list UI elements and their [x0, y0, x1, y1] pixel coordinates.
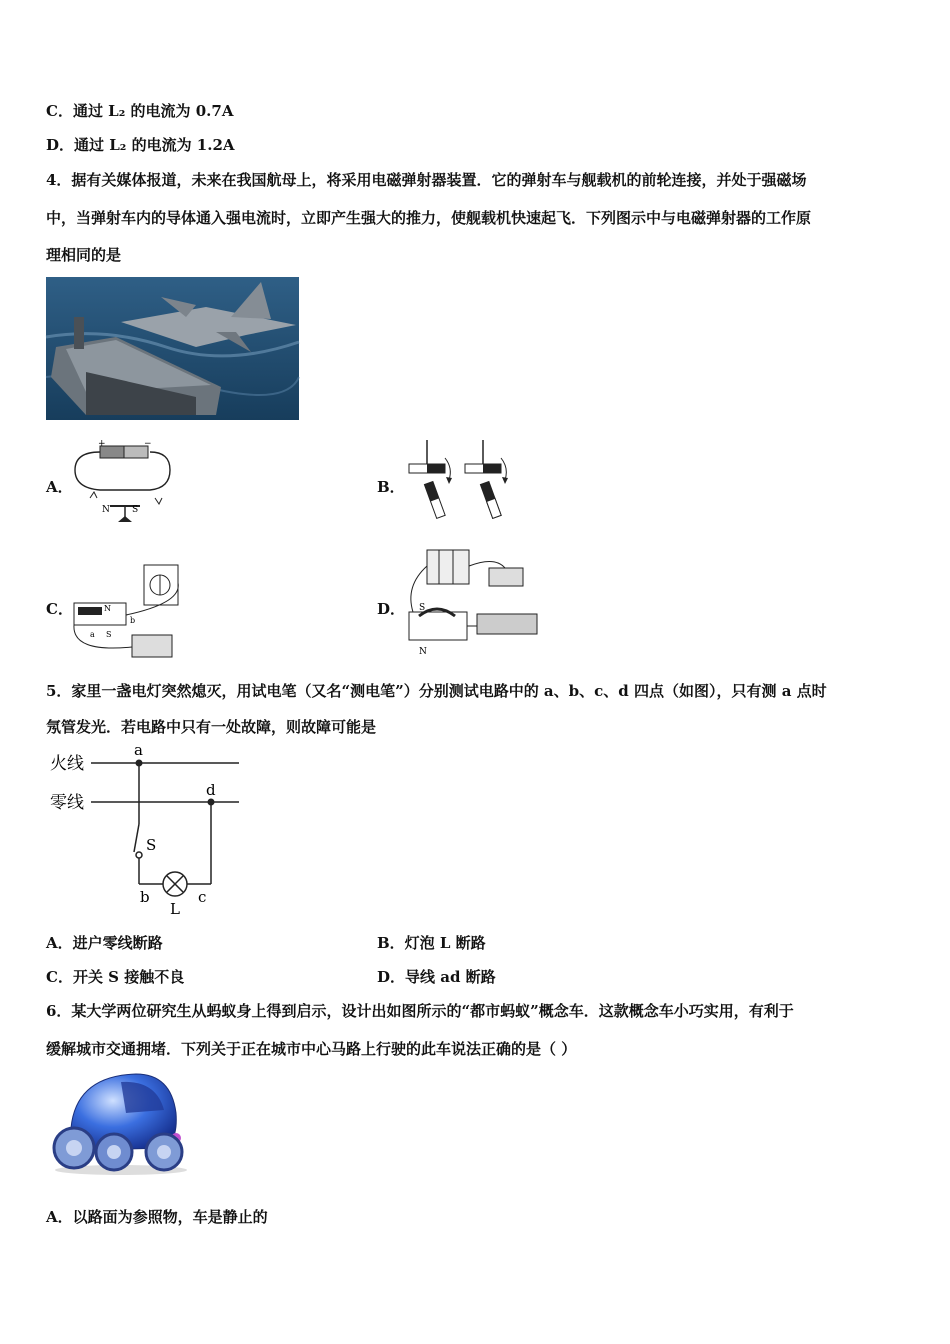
diagram-c-a: a — [90, 630, 95, 639]
q5-option-c: C．开关 S 接触不良 — [46, 968, 185, 986]
point-c: c — [198, 888, 207, 906]
diagram-a-minus: − — [144, 439, 152, 449]
diagram-d-n: N — [419, 647, 427, 657]
q5-option-a: A．进户零线断路 — [46, 934, 163, 952]
diagram-a-n: N — [102, 505, 110, 515]
q5-stem-line2: 氖管发光．若电路中只有一处故障，则故障可能是 — [46, 718, 377, 736]
concept-car-image — [46, 1068, 191, 1176]
q4-option-a-label: A． — [46, 478, 73, 496]
neutral-wire-label: 零线 — [50, 793, 84, 813]
point-b: b — [140, 888, 150, 906]
carrier-jet-photo — [46, 277, 299, 420]
switch-s: S — [146, 836, 157, 854]
point-a: a — [134, 741, 143, 759]
option-d-previous: D．通过 L₂ 的电流为 1.2A — [46, 136, 235, 154]
q4-option-b-label: B． — [377, 478, 405, 496]
diagram-c-s: S — [106, 630, 112, 639]
lamp-l: L — [170, 900, 180, 918]
diagram-c-n: N — [104, 604, 111, 613]
diagram-c-b: b — [130, 616, 136, 625]
q5-stem-line1: 5．家里一盏电灯突然熄灭，用试电笔（又名“测电笔”）分别测试电路中的 a、b、c、d 四点（如图），只有测 a 点时 — [46, 682, 827, 700]
diagram-b-magnets — [405, 440, 515, 522]
q5-option-d: D．导线 ad 断路 — [377, 968, 496, 986]
q4-option-c-label: C． — [46, 600, 73, 618]
q4-stem-line2: 中，当弹射车内的导体通入强电流时，立即产生强大的推力，使舰载机快速起飞．下列图示中与电磁弹射器的工作原 — [46, 209, 812, 227]
q4-option-d-label: D． — [377, 600, 406, 618]
point-d: d — [206, 781, 216, 799]
diagram-a-plus: + — [98, 439, 106, 449]
q6-stem-line1: 6．某大学两位研究生从蚂蚁身上得到启示，设计出如图所示的“都市蚂蚁”概念车．这款概念车小巧实用，有利于 — [46, 1002, 794, 1020]
q6-stem-line2: 缓解城市交通拥堵．下列关于正在城市中心马路上行驶的此车说法正确的是（ ） — [46, 1040, 577, 1058]
q5-circuit-diagram — [46, 742, 246, 920]
diagram-c-apparatus — [72, 563, 192, 661]
q5-option-b: B．灯泡 L 断路 — [377, 934, 486, 952]
option-c-previous: C．通过 L₂ 的电流为 0.7A — [46, 102, 234, 120]
diagram-a-oersted — [70, 440, 175, 526]
diagram-d-apparatus — [405, 546, 545, 658]
q6-option-a: A．以路面为参照物，车是静止的 — [46, 1208, 268, 1226]
diagram-d-s: S — [419, 603, 426, 613]
diagram-a-s: S — [132, 505, 139, 515]
live-wire-label: 火线 — [50, 754, 84, 774]
q4-stem-line3: 理相同的是 — [46, 246, 122, 264]
q4-stem-line1: 4．据有关媒体报道，未来在我国航母上，将采用电磁弹射器装置．它的弹射车与舰载机的前轮连接，并处于强磁场 — [46, 171, 807, 189]
